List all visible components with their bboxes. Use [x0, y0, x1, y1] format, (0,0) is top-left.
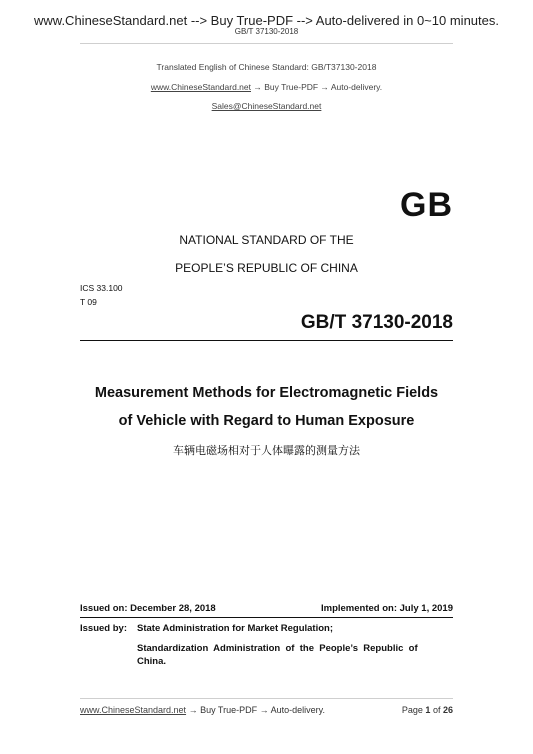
- implemented-on: Implemented on: July 1, 2019: [321, 603, 453, 614]
- national-standard-title-line2: PEOPLE’S REPUBLIC OF CHINA: [175, 261, 358, 275]
- title-en-line2: of Vehicle with Regard to Human Exposure: [118, 413, 415, 429]
- issued-by-agency-1: State Administration for Market Regulation;: [137, 623, 333, 634]
- page-indicator: [402, 705, 453, 715]
- gb-logo: GB: [400, 186, 453, 224]
- issued-by-label: Issued by:: [80, 623, 127, 634]
- top-banner[interactable]: www.ChineseStandard.net --> Buy True-PDF --> Auto-delivered in 0~10 minutes.: [34, 13, 499, 28]
- page-of: of: [432, 705, 441, 715]
- footer-divider: [80, 698, 453, 699]
- sales-email-link[interactable]: Sales@ChineseStandard.net: [211, 101, 322, 111]
- standard-number-rule: [80, 340, 453, 341]
- page-total: 26: [442, 705, 453, 715]
- footer-link[interactable]: www.ChineseStandard.net: [80, 705, 187, 715]
- issued-by-agency-3: China.: [137, 656, 167, 667]
- footer-purchase: [80, 705, 325, 715]
- ics-code: ICS 33.100: [80, 283, 123, 293]
- issued-by-agency-2: Standardization Administration of the People’s Republic of: [137, 643, 418, 654]
- national-standard-title-line1: NATIONAL STANDARD OF THE: [179, 233, 354, 247]
- title-chinese: 车辆电磁场相对于人体曝露的测量方法: [173, 445, 360, 457]
- page-current: 1: [425, 705, 431, 715]
- translation-line: Translated English of Chinese Standard: GB/T37130-2018: [156, 62, 377, 72]
- chinesestandard-link[interactable]: www.ChineseStandard.net: [150, 82, 251, 92]
- issued-on: Issued on: December 28, 2018: [80, 603, 216, 614]
- header-divider: [80, 43, 453, 44]
- classification-code: T 09: [80, 297, 97, 307]
- title-en-line1: Measurement Methods for Electromagnetic Fields: [94, 385, 439, 401]
- footer-text: → Buy True-PDF → Auto-delivery.: [186, 705, 325, 715]
- standard-number: GB/T 37130-2018: [300, 312, 453, 333]
- header-standard-code: GB/T 37130-2018: [234, 27, 299, 36]
- issue-rule: [80, 617, 453, 618]
- page-label: Page: [401, 705, 423, 715]
- email-line: [0, 101, 533, 111]
- purchase-arrow-text: → Buy True-PDF → Auto-delivery.: [251, 82, 383, 92]
- purchase-line: [0, 82, 533, 92]
